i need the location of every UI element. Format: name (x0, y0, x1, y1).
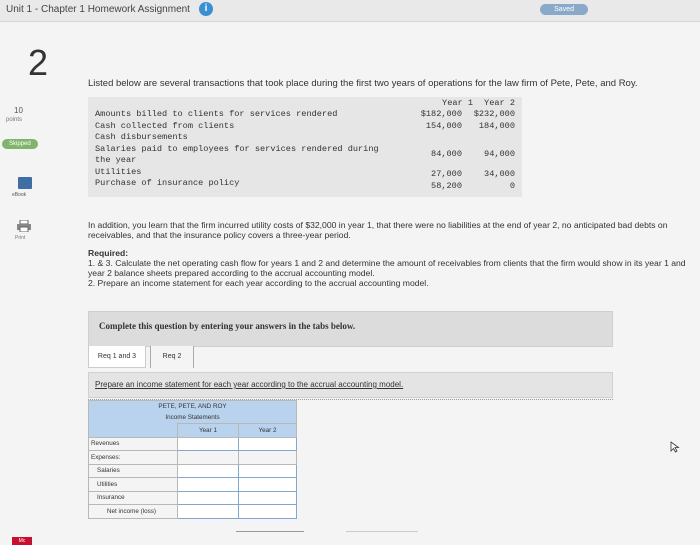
top-bar (0, 0, 700, 22)
expenses-year2-cell (239, 451, 297, 465)
divider (236, 531, 304, 532)
ebook-label[interactable]: eBook (12, 192, 27, 198)
publisher-logo: Mc (12, 537, 32, 545)
row-label-net-income: Net income (loss) (89, 505, 178, 519)
transactions-header-year1: Year 1 (442, 98, 473, 108)
header-year2: Year 2 (239, 424, 297, 438)
salaries-year2-input[interactable] (239, 464, 297, 478)
required-label: Required: (88, 248, 129, 258)
transaction-y2: 184,000 (478, 120, 515, 131)
header-blank (89, 424, 178, 438)
transaction-label: Cash disbursements (95, 132, 188, 142)
sub-instruction-text: Prepare an income statement for each year according to the accrual accounting model. (95, 380, 404, 389)
transaction-label: Amounts billed to clients for services rendered (95, 109, 338, 119)
income-statement-table (88, 400, 297, 519)
revenues-year1-input[interactable] (178, 437, 239, 451)
transaction-y1: 154,000 (425, 120, 462, 131)
print-icon[interactable] (16, 220, 32, 232)
additional-info: In addition, you learn that the firm incurred utility costs of $32,000 in year 1, that there were no liabilities at the end of year 2, no anticipated bad debts on receivables, and that the insurance policy covers a three-year period. (88, 220, 668, 240)
required-item-2: 2. Prepare an income statement for each year according to the accrual accounting model. (88, 278, 429, 288)
transactions-header-year2: Year 2 (484, 98, 515, 108)
transaction-label: Utilities (95, 166, 142, 177)
info-icon[interactable]: i (199, 2, 213, 16)
tab-req-2[interactable]: Req 2 (150, 346, 194, 368)
points-label: points (6, 117, 23, 123)
transaction-y1: 84,000 (431, 149, 462, 159)
row-label-expenses: Expenses: (89, 451, 178, 465)
expenses-year1-cell (178, 451, 239, 465)
transaction-label-cont: the year (95, 155, 137, 165)
saved-status-badge: Saved (540, 4, 588, 15)
points-value: 10 (14, 106, 23, 115)
transaction-y2: $232,000 (473, 109, 515, 119)
sub-instruction-box (88, 372, 613, 398)
ebook-icon[interactable] (18, 177, 32, 189)
company-name: PETE, PETE, AND ROY (89, 401, 297, 413)
requirements (88, 248, 688, 288)
assignment-title: Unit 1 - Chapter 1 Homework Assignment (6, 4, 190, 15)
row-label-insurance: Insurance (89, 491, 178, 505)
net-income-year2-input[interactable] (239, 505, 297, 519)
question-number: 2 (28, 42, 49, 83)
skipped-badge: Skipped (2, 139, 38, 149)
transaction-y1: 27,000 (431, 169, 462, 179)
row-label-revenues: Revenues (89, 437, 178, 451)
transaction-label: Salaries paid to employees for services rendered during (95, 143, 379, 154)
question-prompt: Listed below are several transactions that took place during the first two years of operations for the law firm of Pete, Pete, and Roy. (88, 78, 638, 89)
transaction-y1: $182,000 (420, 109, 462, 119)
insurance-year1-input[interactable] (178, 491, 239, 505)
row-label-utilities: Utilities (89, 478, 178, 492)
transaction-label: Cash collected from clients (95, 120, 235, 131)
transaction-label: Purchase of insurance policy (95, 178, 240, 188)
utilities-year1-input[interactable] (178, 478, 239, 492)
tab-req-1-and-3[interactable]: Req 1 and 3 (88, 346, 146, 368)
mouse-cursor-icon (670, 441, 680, 453)
print-label[interactable]: Print (15, 235, 26, 241)
utilities-year2-input[interactable] (239, 478, 297, 492)
header-year1: Year 1 (178, 424, 239, 438)
transaction-y2: 34,000 (484, 169, 515, 179)
divider (346, 531, 418, 532)
instruction-text: Complete this question by entering your answers in the tabs below. (99, 321, 356, 331)
transaction-y2: 94,000 (484, 149, 515, 159)
question-sidebar (0, 22, 60, 545)
revenues-year2-input[interactable] (239, 437, 297, 451)
transaction-y1: 58,200 (431, 180, 462, 191)
transaction-y2: 0 (509, 180, 515, 191)
statement-title: Income Statements (89, 413, 297, 424)
required-item-1: 1. & 3. Calculate the net operating cash flow for years 1 and 2 and determine the amount of receivables from clients that the firm would show in its year 1 and year 2 balance sheets prepared according to the accrual accounting model. (88, 258, 686, 278)
row-label-salaries: Salaries (89, 464, 178, 478)
transactions-table (88, 97, 522, 197)
insurance-year2-input[interactable] (239, 491, 297, 505)
instruction-box (88, 311, 613, 347)
net-income-year1-input[interactable] (178, 505, 239, 519)
salaries-year1-input[interactable] (178, 464, 239, 478)
